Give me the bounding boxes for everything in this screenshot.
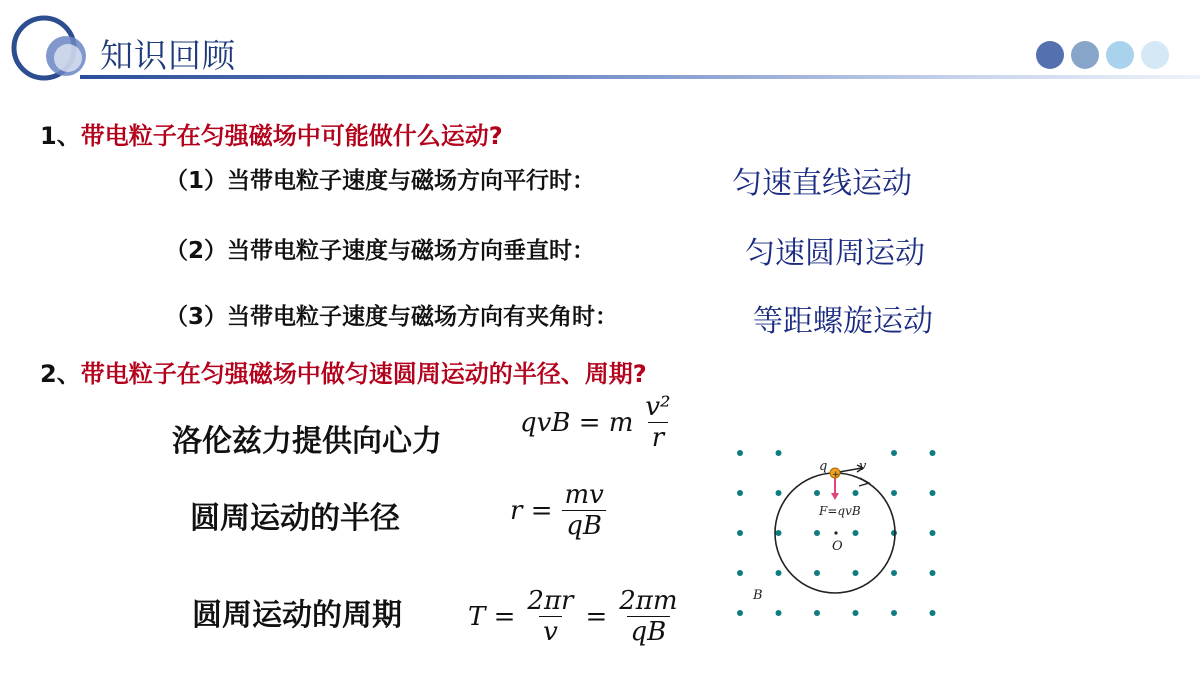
period-equals: = — [585, 601, 608, 632]
item-2-label: （2）当带电粒子速度与磁场方向垂直时： — [165, 238, 596, 264]
field-dot — [776, 610, 782, 616]
lorentz-label: 洛伦兹力提供向心力 — [172, 424, 442, 459]
field-dot — [776, 490, 782, 496]
question-2-number: 2、 — [40, 360, 81, 388]
question-1-number: 1、 — [40, 122, 81, 150]
question-1-text: 带电粒子在匀强磁场中可能做什么运动? — [80, 122, 503, 150]
lorentz-fraction — [641, 392, 674, 453]
item-1-answer: 匀速直线运动 — [732, 166, 912, 201]
field-dot — [737, 530, 743, 536]
header-dots-decoration — [1030, 38, 1180, 72]
lorentz-numerator: v² — [645, 392, 671, 422]
center-label: O — [832, 539, 843, 554]
item-3-answer: 等距螺旋运动 — [753, 304, 933, 339]
period-formula — [468, 586, 682, 647]
radius-lhs: r = — [510, 495, 553, 526]
period-label: 圆周运动的周期 — [192, 598, 402, 633]
period-denominator-2: qB — [627, 616, 671, 647]
period-numerator-2: 2πm — [619, 586, 678, 616]
lorentz-denominator: r — [648, 422, 668, 453]
charge-label: q — [819, 459, 828, 474]
field-dot — [891, 490, 897, 496]
field-dot — [814, 570, 820, 576]
center-point — [834, 531, 837, 534]
header-logo-circles — [8, 12, 98, 84]
magnetic-field-diagram — [725, 440, 945, 630]
field-dot — [737, 490, 743, 496]
field-dot — [853, 530, 859, 536]
field-dot — [930, 490, 936, 496]
question-2 — [40, 354, 647, 389]
period-fraction-2 — [615, 586, 681, 647]
radius-numerator: mv — [564, 480, 604, 510]
field-dot — [891, 610, 897, 616]
field-dot — [814, 610, 820, 616]
force-arrowhead — [831, 493, 839, 500]
field-dot — [776, 570, 782, 576]
field-dot — [930, 450, 936, 456]
header-divider — [80, 75, 1200, 79]
lorentz-formula — [520, 392, 675, 453]
field-label: B — [753, 588, 763, 603]
radius-label: 圆周运动的半径 — [190, 501, 400, 536]
charge-plus-sign: + — [832, 470, 840, 480]
field-dot — [891, 530, 897, 536]
field-dot — [853, 570, 859, 576]
radius-fraction — [560, 480, 607, 541]
field-dot — [814, 530, 820, 536]
item-1-label: （1）当带电粒子速度与磁场方向平行时： — [165, 168, 596, 194]
field-dot — [853, 610, 859, 616]
item-2-answer: 匀速圆周运动 — [745, 236, 925, 271]
field-dot — [930, 610, 936, 616]
field-dot — [891, 450, 897, 456]
field-dot — [891, 570, 897, 576]
period-denominator-1: v — [539, 616, 562, 647]
question-1 — [40, 116, 503, 151]
question-2-text: 带电粒子在匀强磁场中做匀速圆周运动的半径、周期? — [80, 360, 647, 388]
period-lhs: T = — [468, 601, 516, 632]
item-3-label: （3）当带电粒子速度与磁场方向有夹角时： — [165, 304, 619, 330]
field-dot — [737, 570, 743, 576]
field-dot — [737, 610, 743, 616]
field-dot — [776, 450, 782, 456]
field-dot — [930, 530, 936, 536]
field-dot — [930, 570, 936, 576]
period-numerator-1: 2πr — [527, 586, 574, 616]
field-dot — [737, 450, 743, 456]
velocity-label: v — [859, 459, 867, 474]
force-label: F=qvB — [819, 504, 861, 518]
radius-formula — [510, 480, 608, 541]
period-fraction-1 — [523, 586, 577, 647]
field-dot — [814, 490, 820, 496]
radius-denominator: qB — [562, 510, 606, 541]
field-dot — [776, 530, 782, 536]
page-title: 知识回顾 — [100, 36, 236, 75]
lorentz-lhs: qvB = m — [520, 407, 634, 438]
field-dot — [853, 490, 859, 496]
